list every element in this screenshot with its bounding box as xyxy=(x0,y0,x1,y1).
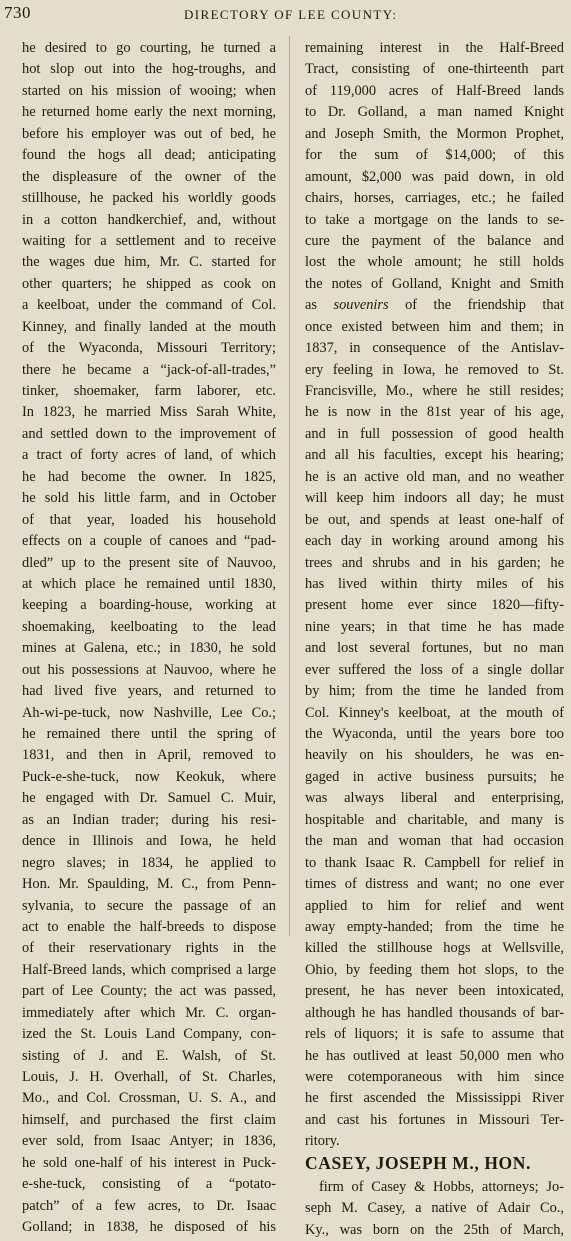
text-line: applied to him for relief and went xyxy=(305,897,564,914)
text-line: away empty-handed; from the time he xyxy=(305,918,564,935)
text-line: the displeasure of the owner of the xyxy=(22,168,276,185)
text-line: ever sold, from Isaac Antyer; in 1836, xyxy=(22,1133,276,1150)
text-line: killed the stillhouse hogs at Wellsville, xyxy=(305,940,564,957)
text-line: he engaged with Dr. Samuel C. Muir, xyxy=(22,790,276,807)
text-line: Ah-wi-pe-tuck, now Nashville, Lee Co.; xyxy=(22,704,276,721)
text-line: hospitable and charitable, and many is xyxy=(305,811,564,828)
text-line: he desired to go courting, he turned a xyxy=(22,40,276,56)
text-line: immediately after which Mr. C. organ- xyxy=(22,1004,276,1021)
text-line: himself, and purchased the first claim xyxy=(22,1111,276,1128)
text-line: negro slaves; in 1834, he applied to xyxy=(22,854,276,871)
text-line: nine years; in that time he has made xyxy=(305,618,564,635)
text-line: a keelboat, under the command of Col. xyxy=(22,297,276,314)
text-line: each day in working around among his xyxy=(305,533,564,550)
text-line: tinker, shoemaker, farm laborer, etc. xyxy=(22,383,276,399)
text-line: part of Lee County; the act was passed, xyxy=(22,983,276,1000)
text-line: he had become the owner. In 1825, xyxy=(22,468,276,485)
text-line: for the sum of $14,000; of this xyxy=(305,147,564,164)
text-line: of their reservationary rights in the xyxy=(22,940,276,957)
left-column xyxy=(22,38,276,1239)
text-line: be out, and spends at least one-half of xyxy=(305,511,564,528)
text-line: the notes of Golland, Knight and Smith xyxy=(305,275,564,292)
text-line: had lived five years, and returned to xyxy=(22,683,276,700)
text-line: he is an active old man, and no weather xyxy=(305,468,564,485)
text-line: stillhouse, he packed his worldly goods xyxy=(22,190,276,207)
right-column xyxy=(305,38,564,1241)
text-line: effects on a couple of canoes and “pad- xyxy=(22,533,276,550)
text-line: trees and shrubs and in his garden; he xyxy=(305,554,564,571)
text-line: patch” of a few acres, to Dr. Isaac xyxy=(22,1197,276,1214)
text-line: heavily on his shoulders, he was en- xyxy=(305,747,564,764)
text-line: hot slop out into the hog-troughs, and xyxy=(22,61,276,78)
text-line: Mo., and Col. Crossman, U. S. A., and xyxy=(22,1090,276,1107)
text-line: and all his faculties, except his hearing; xyxy=(305,447,564,464)
text-line: Tract, consisting of one-thirteenth part xyxy=(305,61,564,78)
text-line: gaged in active business pursuits; he xyxy=(305,768,564,785)
text-line: of that year, loaded his household xyxy=(22,511,276,528)
text-line: and cast his fortunes in Missouri Ter- xyxy=(305,1111,564,1128)
text-line: In 1823, he married Miss Sarah White, xyxy=(22,404,276,421)
text-line: act to enable the half-breeds to dispose xyxy=(22,918,276,935)
text-line: as souvenirs of the friendship that xyxy=(305,297,564,314)
text-line: the man and woman that had occasion xyxy=(305,833,564,850)
text-line: lost the whole amount; he still holds xyxy=(305,254,564,271)
text-line: as an Indian trader; during his resi- xyxy=(22,811,276,828)
text-line: firm of Casey & Hobbs, attorneys; Jo- xyxy=(319,1178,564,1195)
text-line: present, he has never been intoxicated, xyxy=(305,983,564,1000)
text-line: the wages due him, Mr. C. started for xyxy=(22,254,276,271)
text-line: Ky., was born on the 25th of March, xyxy=(305,1221,564,1238)
text-line: in a cotton handkerchief, and, without xyxy=(22,211,276,228)
text-line: to Dr. Golland, a man named Knight xyxy=(305,104,564,121)
text-line: other quarters; he shipped as cook on xyxy=(22,275,276,292)
text-line: sylvania, to secure the passage of an xyxy=(22,897,276,914)
text-line: were cotemporaneous with him since xyxy=(305,1069,564,1085)
text-line: and settled down to the improvement of xyxy=(22,425,276,442)
text-line: chairs, horses, carriages, etc.; he failed xyxy=(305,190,564,207)
text-line: rels of liquors; it is safe to assume that xyxy=(305,1026,564,1043)
text-line: a tract of forty acres of land, of which xyxy=(22,447,276,464)
text-line: although he has handled thousands of bar- xyxy=(305,1004,564,1021)
text-line: he has outlived at least 50,000 men who xyxy=(305,1047,564,1064)
text-line: remaining interest in the Half-Breed xyxy=(305,40,564,56)
page-header xyxy=(0,2,571,26)
text-line: cure the payment of the balance and xyxy=(305,232,564,249)
biography-heading xyxy=(305,1153,564,1177)
text-line: mines at Galena, etc.; in 1830, he sold xyxy=(22,640,276,657)
text-line: times of distress and want; no one ever xyxy=(305,876,564,893)
text-line: started on his mission of wooing; when xyxy=(22,82,276,99)
text-line: 1831, and then in April, removed to xyxy=(22,747,276,764)
text-line: he sold his little farm, and in October xyxy=(22,490,276,507)
biography-name: CASEY, JOSEPH M., HON. xyxy=(305,1152,531,1173)
text-line: at which place he remained until 1830, xyxy=(22,575,276,592)
text-line: and Joseph Smith, the Mormon Prophet, xyxy=(305,125,564,142)
text-line: by him; from the time he landed from xyxy=(305,683,564,700)
text-line: dled” up to the present site of Nauvoo, xyxy=(22,554,276,571)
text-line: was always liberal and enterprising, xyxy=(305,790,564,807)
text-line: there he became a “jack-of-all-trades,” xyxy=(22,361,276,378)
text-line: will keep him indoors all day; he must xyxy=(305,490,564,507)
souvenirs-italic: souvenirs xyxy=(333,297,389,314)
text-line: of the Wyaconda, Missouri Territory; xyxy=(22,340,276,357)
text-line: he first ascended the Mississippi River xyxy=(305,1090,564,1107)
text-line: amount, $2,000 was paid down, in old xyxy=(305,168,564,185)
text-line: Puck-e-she-tuck, now Keokuk, where xyxy=(22,768,276,785)
text-line: to thank Isaac R. Campbell for relief in xyxy=(305,854,564,871)
text-line: once existed between him and them; in xyxy=(305,318,564,335)
text-line: dence in Illinois and Iowa, he held xyxy=(22,833,276,850)
text-line: Ohio, by feeding them hot slops, to the xyxy=(305,961,564,978)
text-line: Louis, J. H. Overhall, of St. Charles, xyxy=(22,1069,276,1085)
text-line: 1837, in consequence of the Antislav- xyxy=(305,340,564,357)
text-line: he sold one-half of his interest in Puck- xyxy=(22,1154,276,1171)
text-line: e-she-tuck, consisting of a “potato- xyxy=(22,1176,276,1193)
text-line: ritory. xyxy=(305,1133,340,1150)
text-line: he returned home early the next morning, xyxy=(22,104,276,121)
text-line: present home ever since 1820—fifty- xyxy=(305,597,564,614)
text-line: out his possessions at Nauvoo, where he xyxy=(22,661,276,678)
text-line: ery feeling in Iowa, he removed to St. xyxy=(305,361,564,378)
column-divider xyxy=(289,36,290,936)
text-line: Col. Kinney's keelboat, at the mouth of xyxy=(305,704,564,721)
text-line: Francisville, Mo., where he still resides; xyxy=(305,383,564,399)
text-line: Hon. Mr. Spaulding, M. C., from Penn- xyxy=(22,876,276,893)
text-line: and in full possession of good health xyxy=(305,425,564,442)
text-line: Golland; in 1838, he disposed of his xyxy=(22,1219,276,1236)
text-line: found the hogs all dead; anticipating xyxy=(22,147,276,164)
text-line: shoemaking, keelboating to the lead xyxy=(22,618,276,635)
text-line: has lived within thirty miles of his xyxy=(305,575,564,592)
text-line: to take a mortgage on the lands to se- xyxy=(305,211,564,228)
text-line: he remained there until the spring of xyxy=(22,726,276,742)
text-line: of 119,000 acres of Half-Breed lands xyxy=(305,82,564,99)
text-line: Half-Breed lands, which comprised a large xyxy=(22,961,276,978)
text-line: waiting for a settlement and to receive xyxy=(22,232,276,249)
text-line: Kinney, and finally landed at the mouth xyxy=(22,318,276,335)
text-line: before his employer was out of bed, he xyxy=(22,125,276,142)
text-line: seph M. Casey, a native of Adair Co., xyxy=(305,1200,564,1217)
text-line: sisting of J. and E. Walsh, of St. xyxy=(22,1047,276,1064)
text-line: ever suffered the loss of a single dollar xyxy=(305,661,564,678)
text-line: keeping a boarding-house, working at xyxy=(22,597,276,614)
running-title: DIRECTORY OF LEE COUNTY: xyxy=(184,7,398,22)
text-line: the Wyaconda, until the years bore too xyxy=(305,726,564,742)
text-line: he is now in the 81st year of his age, xyxy=(305,404,564,421)
text-line: ized the St. Louis Land Company, con- xyxy=(22,1026,276,1043)
text-line: and lost several fortunes, but no man xyxy=(305,640,564,657)
page-number: 730 xyxy=(4,3,31,22)
